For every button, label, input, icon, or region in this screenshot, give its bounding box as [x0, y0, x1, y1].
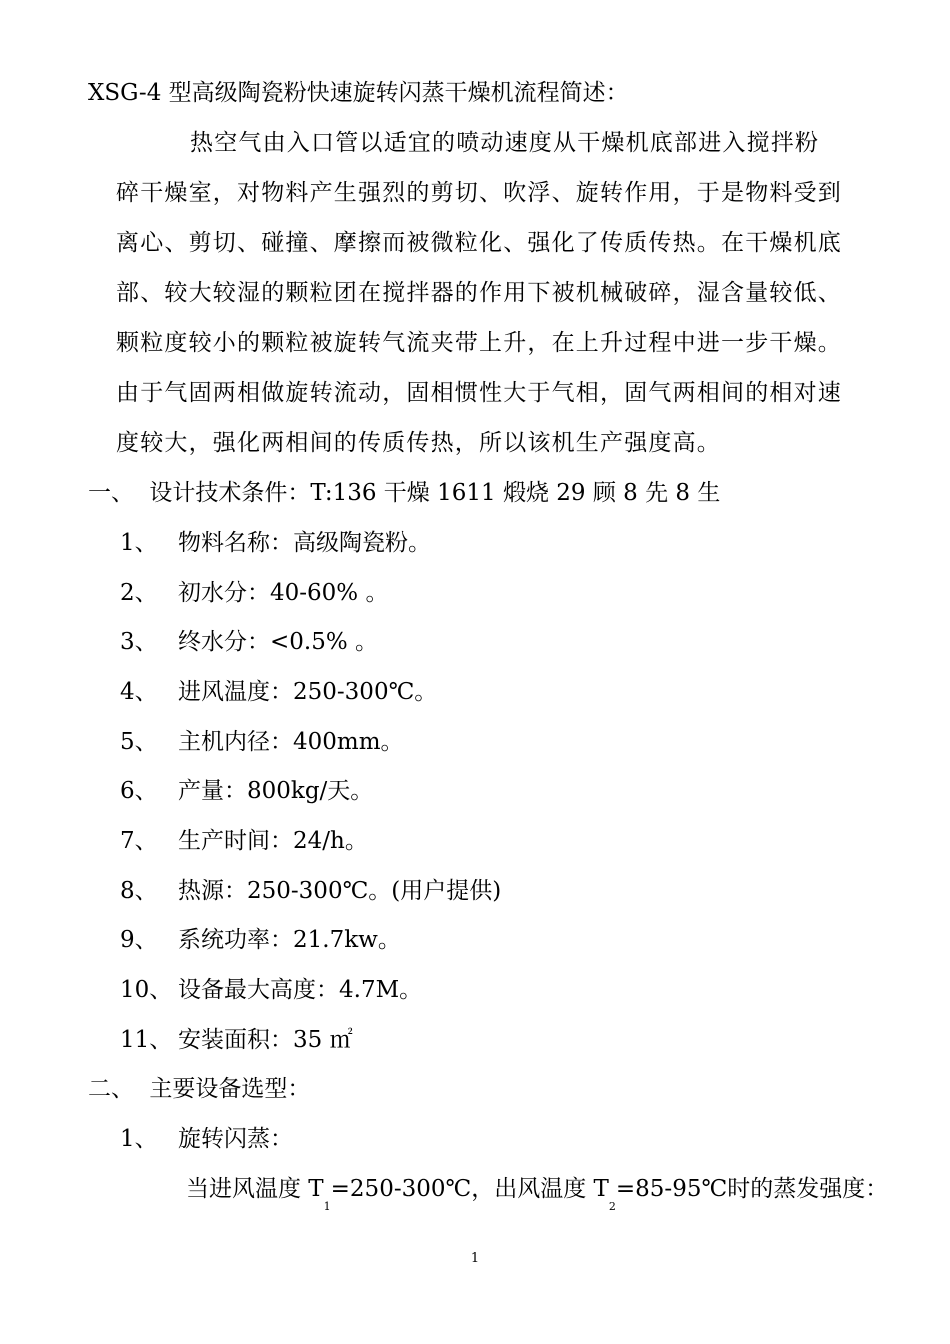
spec-item-text: 生产时间：24/h。: [178, 828, 368, 854]
spec-item-text: 物料名称：高级陶瓷粉。: [178, 530, 431, 556]
equipment-item-1: [120, 1124, 293, 1154]
section-2-label: 二、: [88, 1076, 134, 1102]
evaporation-condition-line: [186, 1174, 889, 1213]
spec-item-number: 7、: [120, 828, 158, 854]
spec-item-number: 5、: [120, 729, 158, 755]
spec-item-3: [120, 627, 378, 657]
equipment-item-text: 旋转闪蒸：: [178, 1126, 293, 1152]
intro-line-1: 热空气由入口管以适宜的喷动速度从干燥机底部进入搅拌粉: [190, 130, 820, 156]
subscript-2: 2: [608, 1200, 616, 1213]
spec-item-text: 产量：800kg/天。: [178, 778, 374, 804]
spec-item-1: [120, 528, 431, 558]
intro-line-5: 颗粒度较小的颗粒被旋转气流夹带上升，在上升过程中进一步干燥。: [116, 330, 842, 356]
spec-item-4: [120, 677, 437, 707]
spec-item-10: [120, 975, 422, 1005]
section-1-title: 设计技术条件：T:136 干燥 1611 煅烧 29 顾 8 先 8 生: [149, 480, 721, 506]
spec-item-7: [120, 826, 368, 856]
spec-item-text: 终水分：<0.5% 。: [178, 629, 379, 655]
intro-line-3: 离心、剪切、碰撞、摩擦而被微粒化、强化了传质传热。在干燥机底: [116, 230, 842, 256]
condition-text-3: =85-95℃时的蒸发强度：: [615, 1176, 889, 1202]
equipment-item-number: 1、: [120, 1126, 158, 1152]
intro-line-2: 碎干燥室，对物料产生强烈的剪切、吹浮、旋转作用，于是物料受到: [116, 180, 842, 206]
spec-item-text: 系统功率：21.7kw。: [178, 927, 401, 953]
condition-text-1: 当进风温度 T: [186, 1176, 324, 1202]
spec-item-text: 进风温度：250-300℃。: [178, 679, 438, 705]
condition-text-2: =250-300℃，出风温度 T: [330, 1176, 609, 1202]
intro-line-6: 由于气固两相做旋转流动，固相惯性大于气相，固气两相间的相对速: [116, 380, 842, 406]
spec-item-5: [120, 727, 404, 757]
spec-item-number: 11、: [120, 1027, 173, 1053]
spec-item-11: [120, 1025, 353, 1055]
intro-line-7: 度较大，强化两相间的传质传热，所以该机生产强度高。: [116, 430, 721, 456]
spec-item-2: [120, 578, 388, 608]
spec-item-text: 主机内径：400mm。: [178, 729, 404, 755]
section-1-heading: [88, 478, 720, 508]
spec-item-number: 4、: [120, 679, 158, 705]
spec-item-text: 热源：250-300℃。(用户提供): [178, 878, 502, 904]
spec-item-number: 1、: [120, 530, 158, 556]
spec-item-number: 8、: [120, 878, 158, 904]
spec-item-number: 9、: [120, 927, 158, 953]
spec-item-number: 3、: [120, 629, 158, 655]
spec-item-number: 6、: [120, 778, 158, 804]
section-1-label: 一、: [88, 480, 134, 506]
section-2-title: 主要设备选型：: [149, 1076, 311, 1102]
document-title: XSG-4 型高级陶瓷粉快速旋转闪蒸干燥机流程简述：: [88, 80, 629, 106]
subscript-1: 1: [323, 1200, 331, 1213]
spec-item-6: [120, 776, 373, 806]
section-2-heading: [88, 1074, 310, 1104]
page-number: 1: [470, 1251, 480, 1266]
spec-item-text: 初水分：40-60% 。: [178, 580, 389, 606]
spec-item-9: [120, 925, 401, 955]
spec-item-text: 设备最大高度：4.7M。: [178, 977, 423, 1003]
spec-item-8: [120, 876, 501, 906]
spec-item-number: 2、: [120, 580, 158, 606]
spec-item-text: 安装面积：35 ㎡: [178, 1027, 353, 1053]
intro-line-4: 部、较大较湿的颗粒团在搅拌器的作用下被机械破碎，湿含量较低、: [116, 280, 842, 306]
spec-item-number: 10、: [120, 977, 173, 1003]
